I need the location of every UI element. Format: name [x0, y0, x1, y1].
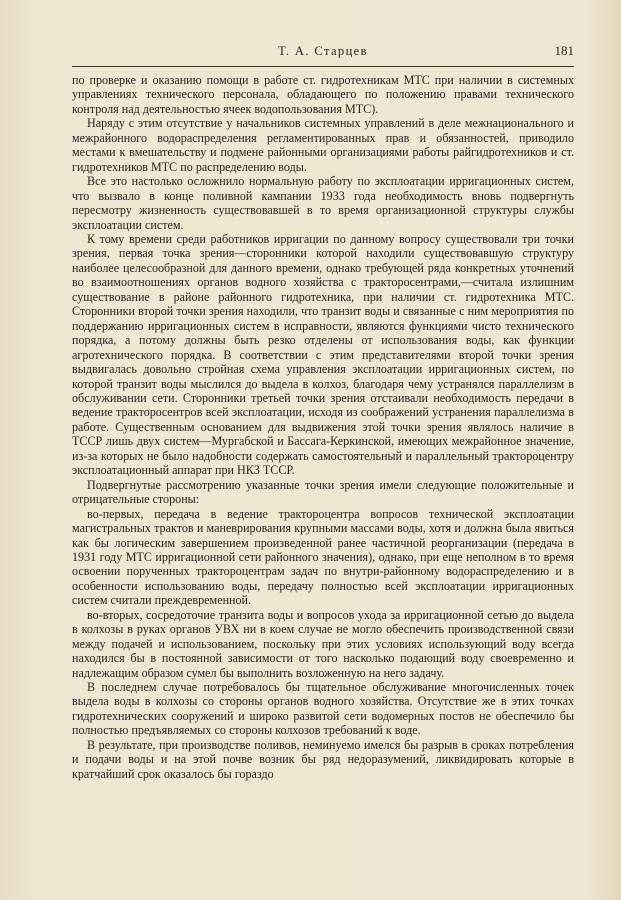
- paragraph: К тому времени среди работников ирригации по данному вопросу существовали три точки зрения, первая точка зрения—сторонники которой находили существовавшую структуру наиболее целесообразной для данного времени, однако требующей ряда конкретных уточнений во взаимоотношениях органов водного хозяйства с тракторocентрами,—считала излишним существование в районе районного гидротехника, при наличии ст. гидротехника МТС. Сторонники второй точки зрения находили, что транзит воды и связанные с ним мероприятия по поддержанию ирригационных систем в исправности, являются функциями чисто технического порядка, а потому должны быть резко отделены от использования воды, как функции агротехнического порядка. В соответствии с этим представителями второй точки зрения выдвигалась довольно стройная схема управления эксплоатации ирригационных систем, по которой транзит воды мыслился до выдела в колхоз, благодаря чему устранялся параллелизм в обслуживании сети. Сторонники третьей точки зрения отстаивали необходимость передачи в ведение тракторocентров всей эксплоатации, исходя из соображений устранения параллелизма в работе. Существенным основанием для выдвижения этой точки зрения являлось наличие в ТССР лишь двух систем—Мургабской и Бассага-Керкинской, имеющих межрайонное значение, из-за которых не было надобности содержать самостоятельный и параллельный трактороцентру эксплоатационный аппарат при НКЗ ТССР.: [72, 231, 574, 478]
- running-head: Т. А. Старцев: [278, 44, 368, 58]
- paragraph: В последнем случае потребовалось бы тщательное обслуживание многочисленных точек выдела воды в колхозы со стороны органов водного хозяйства. Отсутствие же в этих точках гидротехнических сооружений и широко развитой сети водомерных постов не обеспечило бы полностью предъявляемых со стороны колхозов требований к воде.: [72, 680, 574, 738]
- header-rule: [72, 66, 574, 67]
- page-header: [72, 44, 574, 62]
- paragraph: Наряду с этим отсутствие у начальников системных управлений в деле межнационального и межрайонного водораспределения регламентированных прав и обязанностей, приводило местами к вмешательству и подмене районными организациями работы райгидротехников и ст. гидротехников МТС по распределению воды.: [72, 116, 574, 174]
- paragraph: по проверке и оказанию помощи в работе ст. гидротехникам МТС при наличии в системных управлениях технического персонала, обладающего по положению правами технического контроля над деятельностью ячеек водопользования МТС).: [72, 73, 574, 116]
- body-text: [72, 73, 574, 781]
- paragraph: во-первых, передача в ведение трактороцентра вопросов технической эксплоатации магистральных трактов и маневрирования крупными массами воды, хотя и должна была явиться как бы логическим завершением произведенной ранее частичной реорганизации (передача в 1931 году МТС ирригационной сети районного значения), однако, при еще неполном в то время освоении порученных трактороцентрам задач по внутри-районному водораспределению и в особенности использованию воды, передачу полностью всей эксплоатации ирригационных систем считали преждевременной.: [72, 506, 574, 608]
- paragraph: Все это настолько осложнило нормальную работу по эксплоатации ирригационных систем, что вызвало в конце поливной кампании 1933 года необходимость вновь подвергнуть пересмотру жизненность существовавшей в то время организационной структуры службы эксплоатации систем.: [72, 174, 574, 232]
- page-number: 181: [554, 43, 574, 58]
- paragraph: В результате, при производстве поливов, неминуемо имелся бы разрыв в сроках потребления и подачи воды и на этой почве возник бы ряд недоразумений, ликвидировать которые в кратчайший срок оказалось бы гораздо: [72, 737, 574, 781]
- paragraph: Подвергнутые рассмотрению указанные точки зрения имели следующие положительные и отрицательные стороны:: [72, 477, 574, 507]
- paragraph: во-вторых, сосредоточие транзита воды и вопросов ухода за ирригационной сетью до выдела в колхозы в руках органов УВХ ни в коем случае не могло обеспечить производственной связи между подачей и использованием, поскольку при этих условиях использующий воду всегда находился бы в постоянной зависимости от того насколько подающий воду своевременно и надлежащим образом сумел бы выполнить возложенную на него задачу.: [72, 607, 574, 680]
